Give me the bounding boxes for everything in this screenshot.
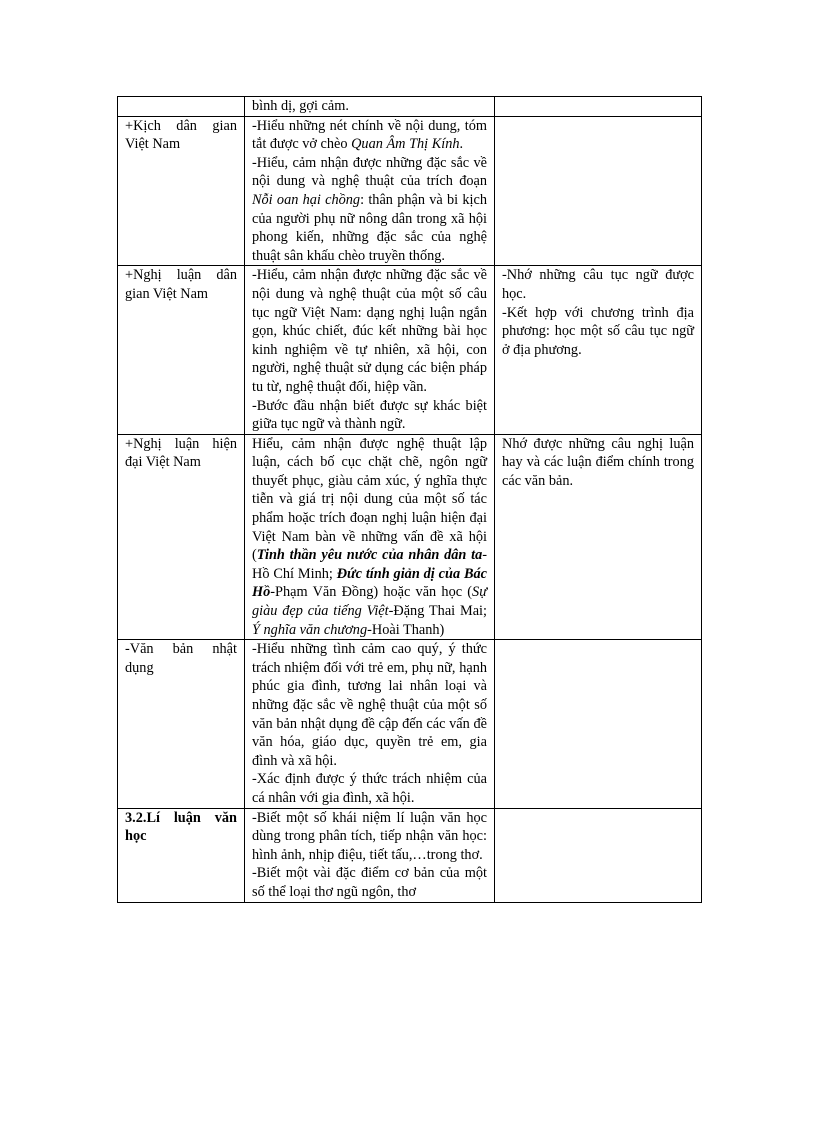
- requirement-text: -Bước đầu nhận biết được sự khác biệt giữa tục ngữ và thành ngữ.: [252, 397, 487, 433]
- table-row: [118, 640, 702, 808]
- requirement-text: -Hiểu, cảm nhận được những đặc sắc về nội dung và nghệ thuật của một số câu tục ngữ Việt Nam: dạng nghị luận ngắn gọn, khúc chiết, đúc kết những bài học kinh nghiệm về tự nhiên, xã hội, con người, nghệ thuật sử dụng các biện pháp tu từ, nghệ thuật đối, hiệp vần.: [252, 267, 487, 395]
- section-heading: 3.2.Lí luận văn học: [125, 809, 237, 845]
- curriculum-table: [117, 96, 702, 903]
- table-row: [118, 116, 702, 266]
- note-text: -Nhớ những câu tục ngữ được học.: [502, 267, 694, 302]
- document-page: [117, 96, 701, 903]
- note-cell: [495, 808, 702, 902]
- topic-label: +Nghị luận dân gian Việt Nam: [125, 267, 237, 302]
- requirement-text: Hiểu, cảm nhận được nghệ thuật lập luận, cách bố cục chặt chẽ, ngôn ngữ thuyết phục, giàu cảm xúc, ý nghĩa thực tiễn và giá trị nội dung của một số tác phẩm hoặc trích đoạn nghị luận hiện đại Việt Nam bàn về những vấn đề xã hội (Tinh thần yêu nước của nhân dân ta-Hồ Chí Minh; Đức tính giản dị của Bác Hồ-Phạm Văn Đồng) hoặc văn học (Sự giàu đẹp của tiếng Việt-Đặng Thai Mai; Ý nghĩa văn chương-Hoài Thanh): [252, 435, 487, 638]
- note-cell: [495, 640, 702, 808]
- note-cell: [495, 434, 702, 640]
- requirement-text: -Hiểu những nét chính về nội dung, tóm tắt được vở chèo Quan Âm Thị Kính.: [252, 117, 487, 153]
- table-row: [118, 434, 702, 640]
- topic-label: +Nghị luận hiện đại Việt Nam: [125, 435, 237, 471]
- note-text: -Kết hợp với chương trình địa phương: học một số câu tục ngữ ở địa phương.: [502, 304, 694, 358]
- topic-cell: [118, 640, 245, 808]
- requirement-text: -Biết một vài đặc điểm cơ bản của một số thể loại thơ ngũ ngôn, thơ: [252, 865, 487, 900]
- requirement-cell: [245, 266, 495, 434]
- note-cell: [495, 97, 702, 117]
- requirement-cell: [245, 808, 495, 902]
- topic-cell: [118, 266, 245, 434]
- note-text: Nhớ được những câu nghị luận hay và các luận điểm chính trong các văn bản.: [502, 435, 694, 489]
- table-row: [118, 266, 702, 434]
- requirement-cell: [245, 640, 495, 808]
- topic-cell: [118, 97, 245, 117]
- topic-cell: [118, 116, 245, 266]
- topic-label: +Kịch dân gian Việt Nam: [125, 117, 237, 153]
- note-cell: [495, 116, 702, 266]
- topic-cell: [118, 434, 245, 640]
- requirement-cell: [245, 116, 495, 266]
- note-cell: [495, 266, 702, 434]
- table-row: [118, 808, 702, 902]
- requirement-text: bình dị, gợi cảm.: [252, 98, 349, 114]
- requirement-text: -Hiểu những tình cảm cao quý, ý thức trách nhiệm đối với trẻ em, phụ nữ, hạnh phúc gia đình, tương lai nhân loại và những đặc sắc về nghệ thuật của một số văn bản nhật dụng đề cập đến các vấn đề văn hóa, giáo dục, quyền trẻ em, gia đình và xã hội.: [252, 641, 487, 769]
- requirement-cell: [245, 97, 495, 117]
- table-row: [118, 97, 702, 117]
- requirement-text: -Xác định được ý thức trách nhiệm của cá nhân với gia đình, xã hội.: [252, 771, 487, 806]
- requirement-text: -Hiểu, cảm nhận được những đặc sắc về nội dung và nghệ thuật của trích đoạn Nỗi oan hại chồng: thân phận và bi kịch của người phụ nữ nông dân trong xã hội phong kiến, những đặc sắc của nghệ thuật sân khấu chèo truyền thống.: [252, 154, 487, 264]
- topic-cell: [118, 808, 245, 902]
- requirement-cell: [245, 434, 495, 640]
- topic-label: -Văn bản nhật dụng: [125, 641, 237, 676]
- requirement-text: -Biết một số khái niệm lí luận văn học dùng trong phân tích, tiếp nhận văn học: hình ảnh, nhịp điệu, tiết tấu,…trong thơ.: [252, 809, 487, 863]
